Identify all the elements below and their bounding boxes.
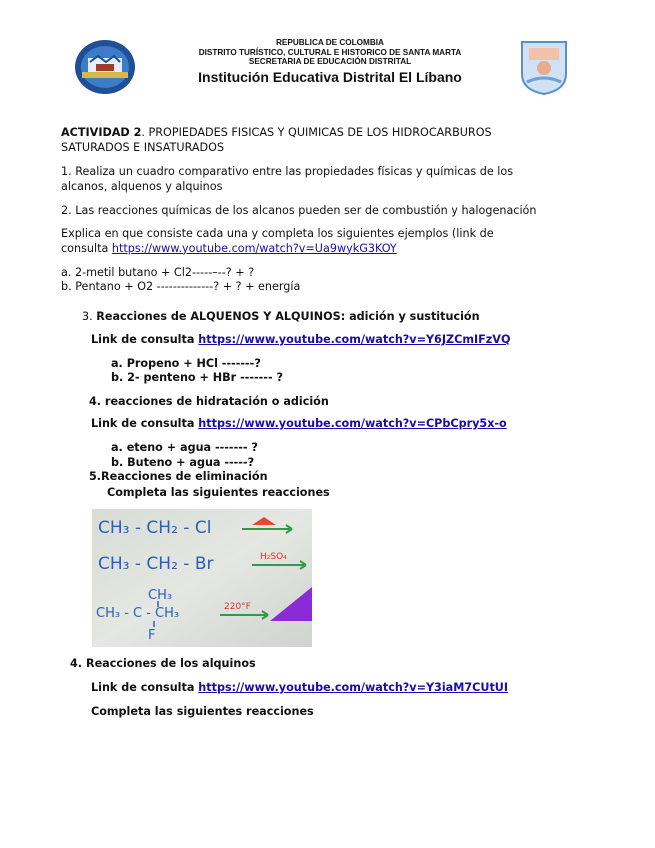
reaction-3-main: CH₃ - C - CH₃ bbox=[96, 606, 180, 621]
reaction-2-condition: H₂SO₄ bbox=[260, 552, 287, 562]
chemistry-board-graphic bbox=[92, 509, 312, 647]
item-1-line1: 1. Realiza un cuadro comparativo entre las propiedades físicas y químicas de los bbox=[61, 165, 514, 178]
district-seal-icon bbox=[74, 38, 136, 96]
reaction-3-condition: 220°F bbox=[224, 602, 251, 612]
explain-line2: consulta bbox=[61, 241, 112, 255]
section-alquinos-complete: Completa las siguientes reacciones bbox=[91, 705, 314, 718]
document-header bbox=[0, 0, 655, 110]
section-5-subtitle: Completa las siguientes reacciones bbox=[107, 486, 330, 499]
reaction-3-bottom: F bbox=[148, 628, 156, 643]
header-line-3: SECRETARIA DE EDUCACIÓN DISTRITAL bbox=[248, 57, 412, 66]
chemistry-reactions-image bbox=[92, 509, 312, 647]
section-4-item-b: b. Buteno + agua -----? bbox=[111, 456, 255, 469]
example-b: b. Pentano + O2 --------------? + ? + energía bbox=[61, 280, 301, 293]
activity-title bbox=[61, 126, 601, 155]
header-line-2: DISTRITO TURÍSTICO, CULTURAL E HISTORICO DE SANTA MARTA bbox=[198, 47, 462, 57]
section-alquinos-title bbox=[70, 657, 256, 672]
item-1 bbox=[61, 165, 601, 194]
section-alquinos-number: 4. bbox=[70, 657, 83, 670]
section-5-title: 5.Reacciones de eliminación bbox=[89, 470, 268, 483]
section-alquinos-heading: Reacciones de los alquinos bbox=[85, 657, 256, 670]
youtube-link-2[interactable]: https://www.youtube.com/watch?v=Y6JZCmIFzVQ bbox=[198, 333, 511, 346]
item-1-line2: alcanos, alquenos y alquinos bbox=[61, 179, 223, 193]
youtube-link-3[interactable]: https://www.youtube.com/watch?v=CPbCpry5x-o bbox=[198, 417, 507, 430]
section-3-item-b: b. 2- penteno + HBr ------- ? bbox=[111, 371, 283, 384]
youtube-link-4[interactable]: https://www.youtube.com/watch?v=Y3iaM7CUtUI bbox=[198, 681, 509, 694]
section-alquinos-link-label: Link de consulta bbox=[91, 681, 199, 694]
section-3-link-label: Link de consulta bbox=[91, 333, 199, 346]
reaction-3-top: CH₃ bbox=[148, 588, 173, 603]
section-3-item-a: a. Propeno + HCl -------? bbox=[111, 357, 261, 370]
explain-line1: Explica en que consiste cada una y completa los siguientes ejemplos (link de bbox=[61, 227, 494, 240]
activity-title-line2: SATURADOS E INSATURADOS bbox=[61, 140, 225, 154]
section-3-title bbox=[82, 310, 480, 325]
section-4-title: 4. reacciones de hidratación o adición bbox=[89, 395, 329, 408]
institution-name: Institución Educativa Distrital El Líbano bbox=[198, 68, 462, 85]
section-4-link-line bbox=[91, 417, 507, 432]
header-text bbox=[150, 38, 510, 86]
section-3-number: 3. bbox=[82, 310, 93, 323]
explain-paragraph bbox=[61, 227, 601, 256]
section-3-link-line bbox=[91, 333, 510, 348]
section-3-heading: Reacciones de ALQUENOS Y ALQUINOS: adición y sustitución bbox=[96, 310, 480, 323]
activity-title-text: . PROPIEDADES FISICAS Y QUIMICAS DE LOS HIDROCARBUROS bbox=[141, 126, 492, 139]
school-crest-icon bbox=[519, 38, 569, 96]
reaction-1-text: CH₃ - CH₂ - Cl bbox=[98, 518, 212, 538]
activity-label: ACTIVIDAD 2 bbox=[61, 126, 142, 139]
section-4-item-a: a. eteno + agua ------- ? bbox=[111, 441, 258, 454]
header-line-1: REPUBLICA DE COLOMBIA bbox=[276, 38, 384, 47]
section-alquinos-link-line bbox=[91, 681, 508, 696]
youtube-link-1[interactable]: https://www.youtube.com/watch?v=Ua9wykG3KOY bbox=[111, 241, 397, 255]
example-a: a. 2-metil butano + Cl2-----–--? + ? bbox=[61, 266, 255, 279]
item-2: 2. Las reacciones químicas de los alcanos pueden ser de combustión y halogenación bbox=[61, 204, 537, 217]
reaction-2-text: CH₃ - CH₂ - Br bbox=[98, 554, 214, 574]
section-4-link-label: Link de consulta bbox=[91, 417, 199, 430]
